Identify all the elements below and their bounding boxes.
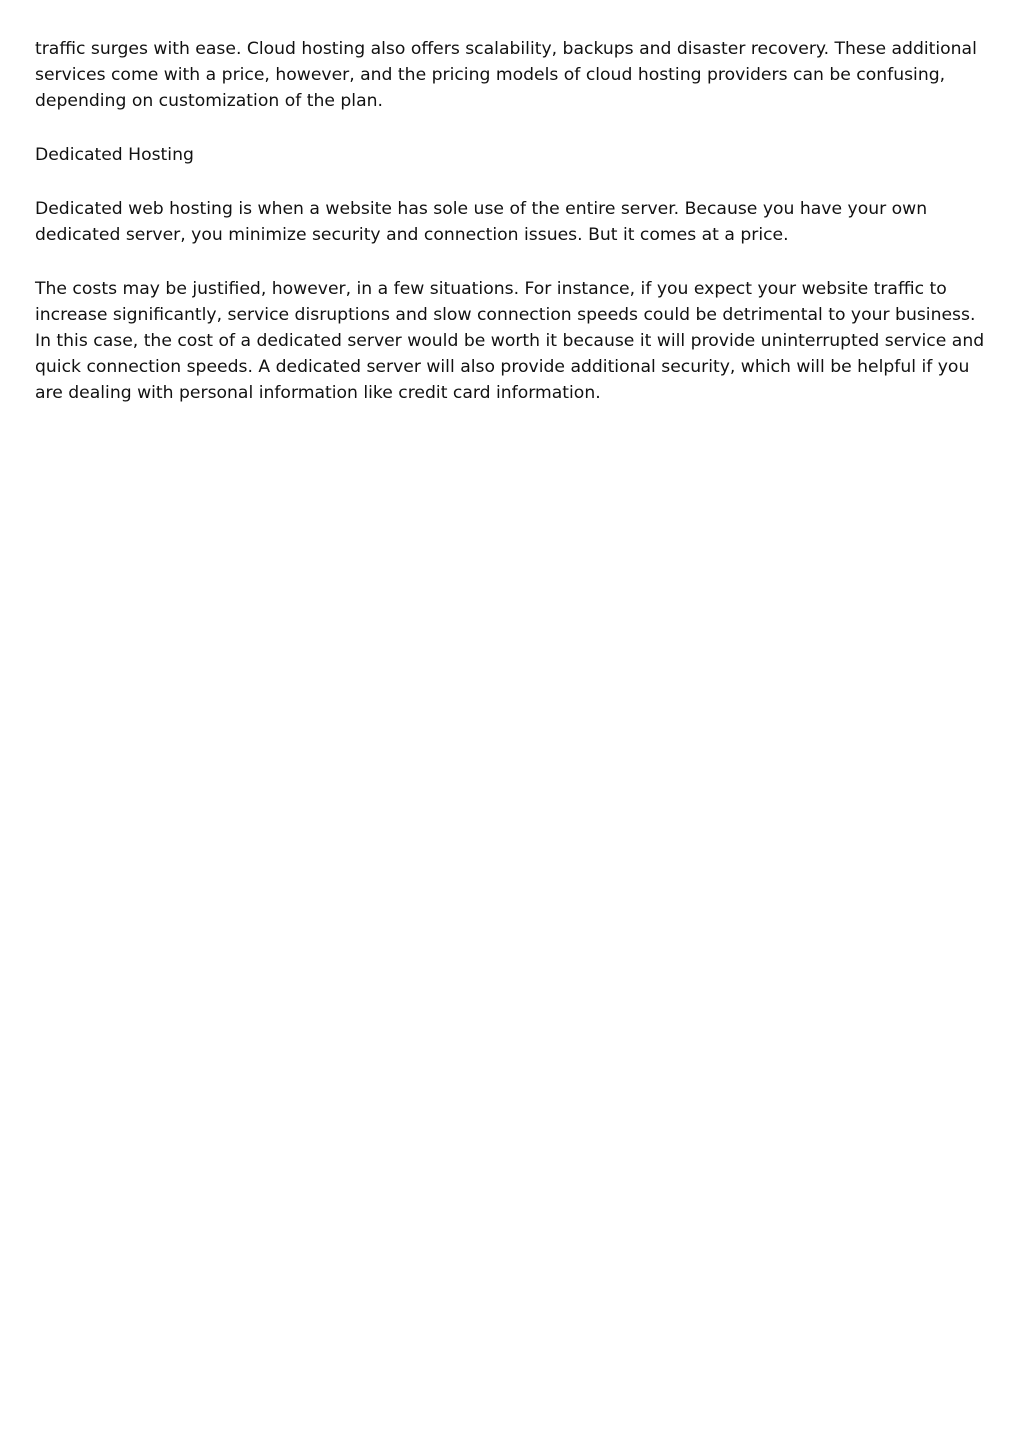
section-heading-dedicated-hosting: Dedicated Hosting (35, 145, 194, 165)
paragraph-dedicated-hosting-costs: The costs may be justified, however, in a few situations. For instance, if you expect your website traffic to increase significantly, service disruptions and slow connection speeds could be detrimental to your business. In this case, the cost of a dedicated server would be worth it because it will provide uninterrupted service and quick connection speeds. A dedicated server will also provide additional security, which will be helpful if you are dealing with personal information like credit card information. (35, 279, 985, 403)
paragraph-cloud-hosting-continued: traffic surges with ease. Cloud hosting also offers scalability, backups and disaster recovery. These additional services come with a price, however, and the pricing models of cloud hosting providers can be confusing, depending on customization of the plan. (35, 39, 977, 111)
document-page (35, 36, 995, 434)
paragraph-dedicated-hosting-definition: Dedicated web hosting is when a website has sole use of the entire server. Because you have your own dedicated server, you minimize security and connection issues. But it comes at a price. (35, 199, 928, 245)
